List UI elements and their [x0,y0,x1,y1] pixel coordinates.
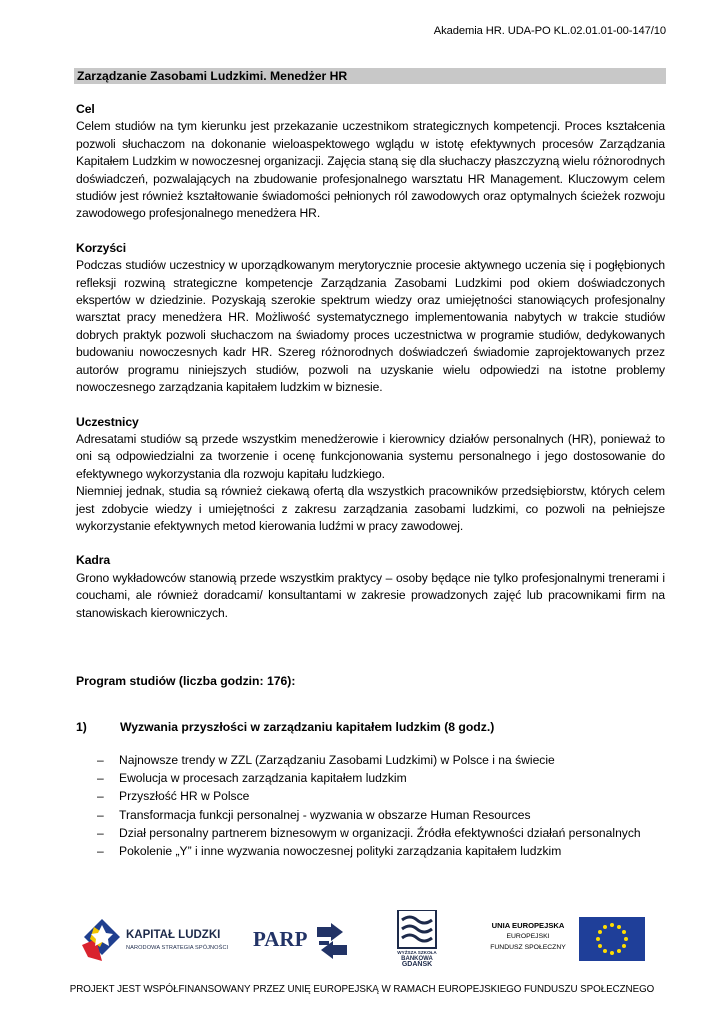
eu-flag-icon [579,917,645,961]
bullet-dash: – [97,825,104,840]
section-uczestnicy [76,414,665,536]
section-heading: Cel [76,102,95,116]
topic-text: Pokolenie „Y” i inne wyzwania nowoczesnej polityki zarządzania kapitałem ludzkim [119,844,562,859]
document-reference: Akademia HR. UDA-PO KL.02.01.01-00-147/10 [433,25,666,37]
wsb-name [394,950,440,968]
document-title: Zarządzanie Zasobami Ludzkimi. Menedżer HR [74,68,666,84]
bullet-dash: – [97,789,104,804]
section-text: Adresatami studiów są przede wszystkim menedżerowie i kierownicy działów personalnych (HR), ponieważ to oni są odpowiedzialni za tworzenie i ocenę funkcjonowania systemu personalnego i jego dostosowanie do efektywnego wykorzystania dla rozwoju kapitału ludzkiego. [76,431,665,481]
wsb-line2: BANKOWA [401,956,433,962]
section-kadra [76,552,665,622]
wsb-gdansk-logo [394,910,440,974]
bullet-dash: – [97,844,104,859]
list-item [97,806,641,824]
section-text: Grono wykładowców stanowią przede wszystkim praktycy – osoby będące nie tylko profesjonalnymi trenerami i couchami, ale również doradcami/ konsultantami w zakresie prowadzonych zajęć lub pracownikami firm na stanowiskach kierowniczych. [76,570,665,620]
section-heading: Korzyści [76,240,127,255]
section-korzysci [76,240,665,397]
list-item [97,787,641,805]
cofinancing-footer: PROJEKT JEST WSPÓŁFINANSOWANY PRZEZ UNIĘ EUROPEJSKĄ W RAMACH EUROPEJSKIEGO FUNDUSZU SPOŁECZNEGO [69,984,655,995]
list-item [97,769,641,787]
kapital-ludzki-subtitle: NARODOWA STRATEGIA SPÓJNOŚCI [126,945,229,951]
parp-name: PARP [253,927,308,951]
program-heading: Program studiów (liczba godzin: 176): [76,674,296,688]
eu-line1: UNIA EUROPEJSKA [491,921,565,930]
kapital-ludzki-emblem-icon [82,917,122,961]
parp-arrows-icon [317,923,347,959]
section-heading: Uczestnicy [76,414,139,429]
list-item [97,824,641,842]
parp-logo [253,921,348,961]
section-heading: Kadra [76,553,111,568]
kapital-ludzki-name: KAPITAŁ LUDZKI [126,929,221,941]
bullet-dash: – [97,771,104,786]
eu-line3: FUNDUSZ SPOŁECZNY [490,944,566,951]
wsb-wave-emblem-icon [394,910,440,950]
eu-line2: EUROPEJSKI [506,933,550,940]
topic-text: Przyszłość HR w Polsce [119,789,250,804]
module-heading [76,720,494,734]
topic-text: Transformacja funkcji personalnej - wyzwania w obszarze Human Resources [119,807,531,822]
wsb-line3: GDAŃSK [401,961,433,968]
topic-text: Ewolucja w procesach zarządzania kapitałem ludzkim [119,771,407,786]
section-cel [76,101,665,223]
bullet-dash: – [97,753,104,767]
wsb-line1: WYŻSZA SZKOŁA [397,950,437,955]
section-text: Celem studiów na tym kierunku jest przekazanie uczestnikom strategicznych kompetencji. Proces kształcenia pozwoli słuchaczom na dokonanie wieloaspektowego wglądu w istotę efektywnych procesów Zarządzania Kapitałem Ludzkim w nowoczesnej organizacji. Zajęcia staną się dla słuchaczy płaszczyzną wielu różnorodnych doświadczeń, pozwalających na zbudowanie profesjonalnego warsztatu HR Management. Kluczowym celem studiów jest również kształtowanie świadomości pełnionych ról zawodowych oraz optymalnych ścieżek rozwoju zawodowego profesjonalnego menedżera HR. [76,119,665,221]
module-topic-list [97,751,641,860]
sponsor-logos [76,905,666,977]
module-number: 1) [76,720,87,734]
kapital-ludzki-logo [82,917,232,961]
topic-text: Najnowsze trendy w ZZL (Zarządzaniu Zasobami Ludzkimi) w Polsce i na świecie [119,753,555,767]
module-title: Wyzwania przyszłości w zarządzaniu kapitałem ludzkim (8 godz.) [120,720,495,734]
document-body [76,101,665,639]
list-item [97,751,641,769]
eu-logo [482,917,660,965]
topic-text: Dział personalny partnerem biznesowym w organizacji. Źródła efektywności działań personalnych [119,825,641,840]
eu-name [482,920,574,953]
section-text: Podczas studiów uczestnicy w uporządkowanym merytorycznie procesie aktywnego uczenia się i pogłębionych refleksji rozwiną strategiczne kompetencje Zarządzania Zasobami Ludzkimi pod okiem doświadczonych ekspertów w dziedzinie. Pozyskają szerokie spektrum wiedzy oraz umiejętności stanowiących profesjonalny warsztat pracy menedżera HR. Możliwość systematycznego implementowania nabytych w trakcie studiów dobrych praktyk pozwoli słuchaczom na świadomy proces uczestnictwa w programie studiów, dedykowanych budowaniu nowoczesnych kadr HR. Szereg różnorodnych doświadczeń świadomie zaprojektowanych przez autorów programu niniejszych studiów, pozwoli na uzyskanie wielu odpowiedzi na istotne problemy nowoczesnego zarządzania kapitałem ludzkim w biznesie. [76,258,665,395]
section-text: Niemniej jednak, studia są również ciekawą ofertą dla wszystkich pracowników przedsiębiorstw, których celem jest zdobycie wiedzy i umiejętności z zakresu zarządzania zasobami ludzkimi, co pozwoli na pełniejsze wykorzystanie efektywnych metod kierowania ludźmi w pracy zawodowej. [76,484,665,533]
bullet-dash: – [97,807,104,822]
list-item [97,842,641,860]
